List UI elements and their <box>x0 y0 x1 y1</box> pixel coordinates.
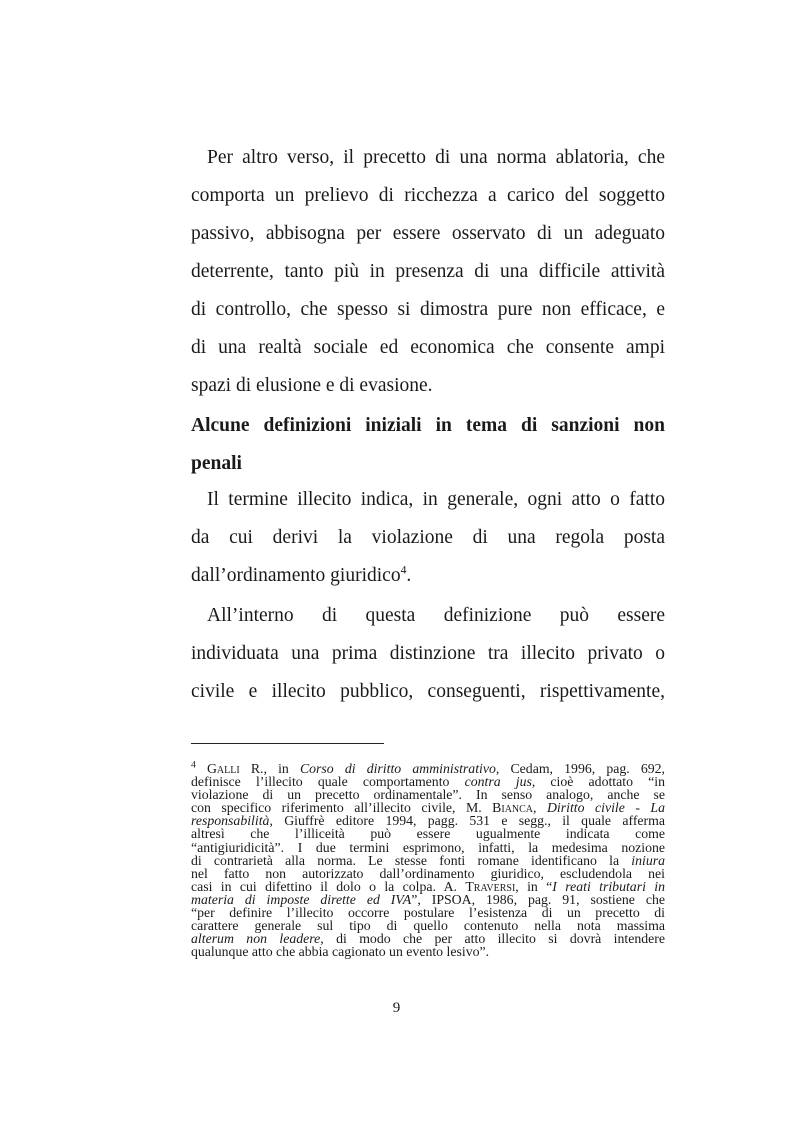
footnote-line: materia di imposte dirette ed IVA”, IPSOA, 1986, pag. 91, sostiene che <box>191 891 665 907</box>
footnote-4 <box>191 759 666 960</box>
paragraph-distinction <box>191 597 665 711</box>
footnote-line: casi in cui difettino il dolo o la colpa. A. Traversi, in “I reati tributari in <box>191 878 665 894</box>
footnote-line: qualunque atto che abbia cagionato un evento lesivo”. <box>191 944 490 960</box>
footnote-line: alterum non leadere, di modo che per atto illecito si dovrà intendere <box>191 931 666 947</box>
text-line: deterrente, tanto più in presenza di una difficile attività <box>191 261 665 282</box>
heading-line: Alcune definizioni iniziali in tema di sanzioni non <box>191 415 665 436</box>
page-number: 9 <box>392 1000 401 1016</box>
footnote-line: “antigiuridicità”. I due termini esprimono, infatti, la medesima nozione <box>191 839 665 855</box>
paragraph-illecito-definition <box>191 481 665 595</box>
text-line: spazi di elusione e di evasione. <box>191 375 433 396</box>
text-line: Per altro verso, il precetto di una norma ablatoria, che <box>207 147 665 168</box>
footnote-line: con specifico riferimento all’illecito civile, M. Bianca, Diritto civile - La <box>191 800 666 816</box>
text-line: Il termine illecito indica, in generale, ogni atto o fatto <box>207 489 665 510</box>
footnote-reference[interactable]: 4 <box>400 563 407 577</box>
text-line: di controllo, che spesso si dimostra pure non efficace, e <box>191 299 665 320</box>
text-line: di una realtà sociale ed economica che consente ampi <box>191 337 665 358</box>
text-fragment: . <box>406 565 412 586</box>
footnote-number: 4 <box>191 759 196 771</box>
heading-line: penali <box>191 453 242 474</box>
section-heading <box>191 407 665 483</box>
text-line: individuata una prima distinzione tra illecito privato o <box>191 643 665 664</box>
footnote-line: responsabilità, Giuffrè editore 1994, pagg. 531 e segg., il quale afferma <box>191 813 665 829</box>
text-line: civile e illecito pubblico, conseguenti, rispettivamente, <box>191 681 665 702</box>
footnote-line: $^4$ Galli R., in Corso di diritto amministrativo, Cedam, 1996, pag. 692, <box>191 759 665 776</box>
text-line: passivo, abbisogna per essere osservato di un adeguato <box>191 223 665 244</box>
footnote-line: “per definire l’illecito occorre postulare l’esistenza di un precetto di <box>191 905 665 921</box>
text-line: comporta un prelievo di ricchezza a carico del soggetto <box>191 185 665 206</box>
paragraph-ablatory-norm <box>191 139 665 405</box>
text-fragment: dall’ordinamento giuridico <box>191 565 401 586</box>
footnote-separator <box>191 743 384 744</box>
text-line: All’interno di questa definizione può essere <box>207 605 665 626</box>
footnote-line: nel fatto non autorizzato dall’ordinamento giuridico, escludendola nei <box>191 865 665 881</box>
footnote-line: violazione di un precetto ordinamentale”. In senso analogo, anche se <box>191 787 665 803</box>
text-line: da cui derivi la violazione di una regola posta <box>191 527 665 548</box>
text-line <box>191 557 665 595</box>
footnote-line: carattere generale sul tipo di quello contenuto nella nota massima <box>191 918 665 934</box>
footnote-line: di contrarietà alla norma. Le stesse fonti romane identificano la iniura <box>191 852 665 868</box>
footnote-line: altresì che l’illiceità può essere ugualmente indicata come <box>191 826 665 842</box>
footnote-line: definisce l’illecito quale comportamento contra jus, cioè adottato “in <box>191 774 665 790</box>
